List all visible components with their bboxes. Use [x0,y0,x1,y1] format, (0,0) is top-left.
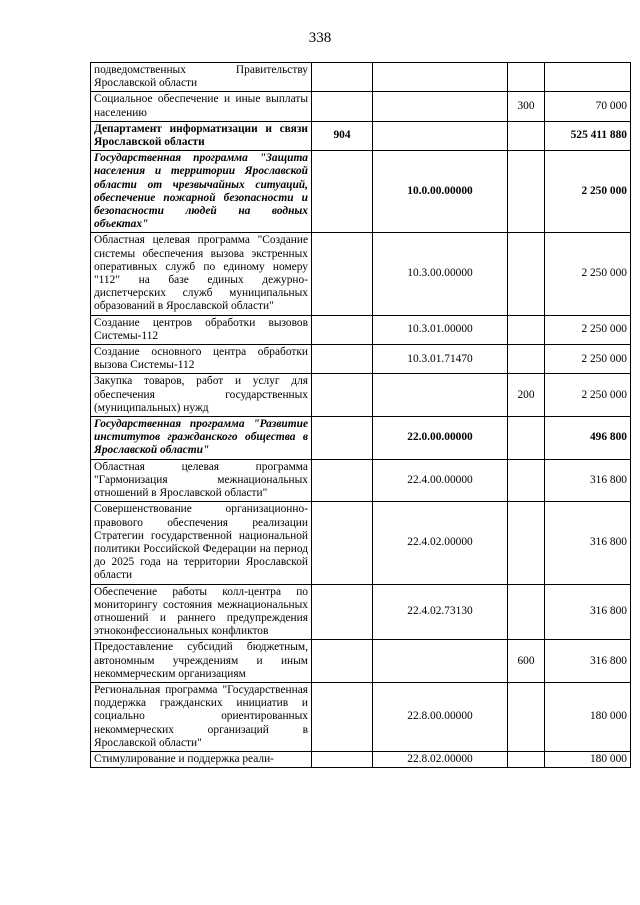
target-article-cell: 10.0.00.00000 [373,151,508,233]
dept-code-cell [312,751,373,767]
target-article-cell [373,640,508,683]
amount-cell [545,63,631,92]
dept-code-cell [312,640,373,683]
dept-code-cell [312,584,373,640]
amount-cell: 70 000 [545,92,631,121]
dept-code-cell [312,92,373,121]
budget-table [90,62,631,768]
table-row [91,682,631,751]
row-name-cell: Закупка товаров, работ и услуг для обеспечения государственных (муниципальных) нужд [91,374,312,417]
expense-type-cell [508,315,545,344]
amount-cell: 316 800 [545,584,631,640]
table-row [91,345,631,374]
expense-type-cell: 600 [508,640,545,683]
table-row [91,121,631,150]
expense-type-cell [508,459,545,502]
expense-type-cell [508,584,545,640]
target-article-cell: 22.8.00.00000 [373,682,508,751]
row-name-cell: Предоставление субсидий бюджетным, автономным учреждениям и иным некоммерческим организациям [91,640,312,683]
target-article-cell [373,121,508,150]
budget-table-body [91,63,631,768]
row-name-cell: Областная целевая программа "Гармонизация межнациональных отношений в Ярославской области" [91,459,312,502]
expense-type-cell [508,751,545,767]
amount-cell: 180 000 [545,751,631,767]
expense-type-cell: 300 [508,92,545,121]
target-article-cell: 10.3.01.00000 [373,315,508,344]
expense-type-cell [508,417,545,460]
table-row [91,233,631,315]
row-name-cell: Государственная программа "Развитие институтов гражданского общества в Ярославской области" [91,417,312,460]
target-article-cell: 10.3.01.71470 [373,345,508,374]
row-name-cell: Социальное обеспечение и иные выплаты населению [91,92,312,121]
row-name-cell: Государственная программа "Защита населения и территории Ярославской области от чрезвычайных ситуаций, обеспечение пожарной безопасности и безопасности людей на водных объектах" [91,151,312,233]
expense-type-cell [508,682,545,751]
expense-type-cell [508,121,545,150]
table-row [91,315,631,344]
target-article-cell [373,92,508,121]
target-article-cell: 10.3.00.00000 [373,233,508,315]
expense-type-cell [508,233,545,315]
dept-code-cell: 904 [312,121,373,150]
table-row [91,640,631,683]
amount-cell: 2 250 000 [545,315,631,344]
table-row [91,151,631,233]
row-name-cell: Создание основного центра обработки вызова Системы-112 [91,345,312,374]
expense-type-cell [508,63,545,92]
target-article-cell: 22.4.02.73130 [373,584,508,640]
row-name-cell: подведомственных Правительству Ярославской области [91,63,312,92]
dept-code-cell [312,63,373,92]
table-row [91,417,631,460]
row-name-cell: Областная целевая программа "Создание системы обеспечения вызова экстренных оперативных служб по единому номеру "112" на базе единых дежурно-диспетчерских служб муниципальных образований в Ярославской области" [91,233,312,315]
dept-code-cell [312,374,373,417]
table-row [91,751,631,767]
row-name-cell: Департамент информатизации и связи Ярославской области [91,121,312,150]
table-row [91,584,631,640]
row-name-cell: Региональная программа "Государственная поддержка гражданских инициатив и социально ориентированных некоммерческих организаций в Ярославской области" [91,682,312,751]
dept-code-cell [312,417,373,460]
table-row [91,63,631,92]
row-name-cell: Обеспечение работы колл-центра по мониторингу состояния межнациональных отношений и раннего предупреждения этноконфессиональных конфликтов [91,584,312,640]
table-row [91,502,631,584]
dept-code-cell [312,345,373,374]
table-row [91,459,631,502]
page-number: 338 [308,30,332,46]
amount-cell: 316 800 [545,640,631,683]
amount-cell: 2 250 000 [545,233,631,315]
expense-type-cell [508,502,545,584]
row-name-cell: Совершенствование организационно-правового обеспечения реализации Стратегии государственной национальной политики Российской Федерации на период до 2025 года на территории Ярославской области [91,502,312,584]
dept-code-cell [312,682,373,751]
amount-cell: 525 411 880 [545,121,631,150]
amount-cell: 316 800 [545,502,631,584]
expense-type-cell [508,345,545,374]
amount-cell: 2 250 000 [545,151,631,233]
expense-type-cell [508,151,545,233]
amount-cell: 2 250 000 [545,374,631,417]
row-name-cell: Создание центров обработки вызовов Системы-112 [91,315,312,344]
dept-code-cell [312,459,373,502]
dept-code-cell [312,151,373,233]
target-article-cell [373,374,508,417]
amount-cell: 180 000 [545,682,631,751]
table-row [91,92,631,121]
table-row [91,374,631,417]
amount-cell: 496 800 [545,417,631,460]
target-article-cell: 22.4.00.00000 [373,459,508,502]
amount-cell: 316 800 [545,459,631,502]
dept-code-cell [312,233,373,315]
expense-type-cell: 200 [508,374,545,417]
dept-code-cell [312,502,373,584]
target-article-cell [373,63,508,92]
target-article-cell: 22.4.02.00000 [373,502,508,584]
target-article-cell: 22.0.00.00000 [373,417,508,460]
amount-cell: 2 250 000 [545,345,631,374]
dept-code-cell [312,315,373,344]
row-name-cell: Стимулирование и поддержка реали- [91,751,312,767]
target-article-cell: 22.8.02.00000 [373,751,508,767]
